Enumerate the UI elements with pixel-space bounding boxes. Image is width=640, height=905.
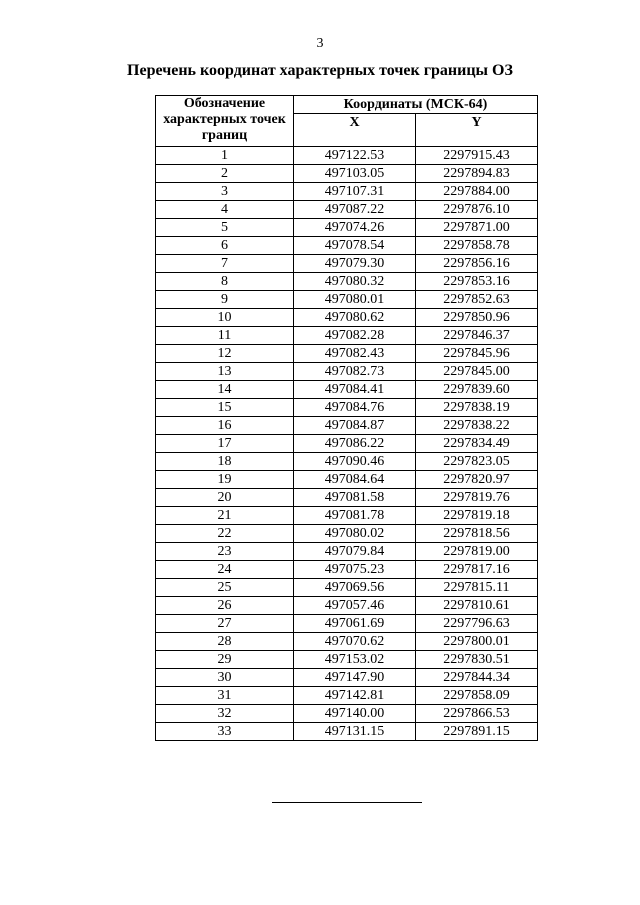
y-coordinate-cell: 2297818.56 bbox=[416, 525, 538, 543]
y-coordinate-cell: 2297817.16 bbox=[416, 561, 538, 579]
y-coordinate-cell: 2297852.63 bbox=[416, 291, 538, 309]
x-coordinate-cell: 497087.22 bbox=[294, 201, 416, 219]
column-header-coordinates: Координаты (МСК-64) bbox=[294, 96, 538, 114]
table-row bbox=[156, 237, 538, 255]
document-title: Перечень координат характерных точек границы ОЗ bbox=[127, 62, 513, 79]
table-row bbox=[156, 579, 538, 597]
coordinates-table-body bbox=[156, 147, 538, 741]
table-row bbox=[156, 489, 538, 507]
point-number-cell: 15 bbox=[156, 399, 294, 417]
y-coordinate-cell: 2297838.22 bbox=[416, 417, 538, 435]
point-number-cell: 21 bbox=[156, 507, 294, 525]
page-number: 3 bbox=[316, 36, 324, 51]
table-row bbox=[156, 669, 538, 687]
x-coordinate-cell: 497082.28 bbox=[294, 327, 416, 345]
y-coordinate-cell: 2297858.78 bbox=[416, 237, 538, 255]
x-coordinate-cell: 497107.31 bbox=[294, 183, 416, 201]
x-coordinate-cell: 497147.90 bbox=[294, 669, 416, 687]
table-row bbox=[156, 183, 538, 201]
point-number-cell: 6 bbox=[156, 237, 294, 255]
point-number-cell: 32 bbox=[156, 705, 294, 723]
table-row bbox=[156, 381, 538, 399]
point-number-cell: 27 bbox=[156, 615, 294, 633]
x-coordinate-cell: 497057.46 bbox=[294, 597, 416, 615]
point-number-cell: 28 bbox=[156, 633, 294, 651]
table-row bbox=[156, 705, 538, 723]
table-row bbox=[156, 633, 538, 651]
table-row bbox=[156, 453, 538, 471]
table-row bbox=[156, 723, 538, 741]
table-row bbox=[156, 201, 538, 219]
table-row bbox=[156, 363, 538, 381]
point-number-cell: 30 bbox=[156, 669, 294, 687]
x-coordinate-cell: 497084.87 bbox=[294, 417, 416, 435]
x-coordinate-cell: 497084.64 bbox=[294, 471, 416, 489]
column-header-y: Y bbox=[416, 114, 538, 147]
point-number-cell: 14 bbox=[156, 381, 294, 399]
table-header-row bbox=[156, 96, 538, 114]
table-row bbox=[156, 561, 538, 579]
table-row bbox=[156, 543, 538, 561]
point-number-cell: 23 bbox=[156, 543, 294, 561]
point-number-cell: 19 bbox=[156, 471, 294, 489]
x-coordinate-cell: 497103.05 bbox=[294, 165, 416, 183]
x-coordinate-cell: 497069.56 bbox=[294, 579, 416, 597]
x-coordinate-cell: 497079.30 bbox=[294, 255, 416, 273]
y-coordinate-cell: 2297810.61 bbox=[416, 597, 538, 615]
point-number-cell: 18 bbox=[156, 453, 294, 471]
x-coordinate-cell: 497074.26 bbox=[294, 219, 416, 237]
table-row bbox=[156, 291, 538, 309]
y-coordinate-cell: 2297884.00 bbox=[416, 183, 538, 201]
table-row bbox=[156, 435, 538, 453]
table-row bbox=[156, 597, 538, 615]
y-coordinate-cell: 2297850.96 bbox=[416, 309, 538, 327]
y-coordinate-cell: 2297838.19 bbox=[416, 399, 538, 417]
table-row bbox=[156, 399, 538, 417]
y-coordinate-cell: 2297823.05 bbox=[416, 453, 538, 471]
table-row bbox=[156, 471, 538, 489]
table-row bbox=[156, 219, 538, 237]
point-number-cell: 26 bbox=[156, 597, 294, 615]
point-number-cell: 5 bbox=[156, 219, 294, 237]
point-number-cell: 20 bbox=[156, 489, 294, 507]
x-coordinate-cell: 497081.58 bbox=[294, 489, 416, 507]
column-header-point-label: Обозначение характерных точек границ bbox=[156, 96, 294, 147]
table-row bbox=[156, 507, 538, 525]
table-row bbox=[156, 345, 538, 363]
table-row bbox=[156, 147, 538, 165]
table-row bbox=[156, 165, 538, 183]
point-number-cell: 33 bbox=[156, 723, 294, 741]
x-coordinate-cell: 497122.53 bbox=[294, 147, 416, 165]
point-number-cell: 12 bbox=[156, 345, 294, 363]
x-coordinate-cell: 497086.22 bbox=[294, 435, 416, 453]
x-coordinate-cell: 497080.32 bbox=[294, 273, 416, 291]
x-coordinate-cell: 497131.15 bbox=[294, 723, 416, 741]
table-row bbox=[156, 327, 538, 345]
y-coordinate-cell: 2297915.43 bbox=[416, 147, 538, 165]
x-coordinate-cell: 497078.54 bbox=[294, 237, 416, 255]
point-number-cell: 7 bbox=[156, 255, 294, 273]
table-row bbox=[156, 615, 538, 633]
y-coordinate-cell: 2297876.10 bbox=[416, 201, 538, 219]
y-coordinate-cell: 2297839.60 bbox=[416, 381, 538, 399]
y-coordinate-cell: 2297844.34 bbox=[416, 669, 538, 687]
point-number-cell: 31 bbox=[156, 687, 294, 705]
y-coordinate-cell: 2297891.15 bbox=[416, 723, 538, 741]
point-number-cell: 24 bbox=[156, 561, 294, 579]
y-coordinate-cell: 2297796.63 bbox=[416, 615, 538, 633]
x-coordinate-cell: 497070.62 bbox=[294, 633, 416, 651]
y-coordinate-cell: 2297858.09 bbox=[416, 687, 538, 705]
point-number-cell: 10 bbox=[156, 309, 294, 327]
point-number-cell: 29 bbox=[156, 651, 294, 669]
point-number-cell: 1 bbox=[156, 147, 294, 165]
x-coordinate-cell: 497084.76 bbox=[294, 399, 416, 417]
point-number-cell: 11 bbox=[156, 327, 294, 345]
x-coordinate-cell: 497080.01 bbox=[294, 291, 416, 309]
y-coordinate-cell: 2297819.18 bbox=[416, 507, 538, 525]
point-number-cell: 16 bbox=[156, 417, 294, 435]
x-coordinate-cell: 497142.81 bbox=[294, 687, 416, 705]
table-row bbox=[156, 273, 538, 291]
point-number-cell: 3 bbox=[156, 183, 294, 201]
coordinates-table bbox=[155, 95, 538, 741]
x-coordinate-cell: 497080.62 bbox=[294, 309, 416, 327]
y-coordinate-cell: 2297800.01 bbox=[416, 633, 538, 651]
y-coordinate-cell: 2297815.11 bbox=[416, 579, 538, 597]
point-number-cell: 17 bbox=[156, 435, 294, 453]
x-coordinate-cell: 497061.69 bbox=[294, 615, 416, 633]
y-coordinate-cell: 2297846.37 bbox=[416, 327, 538, 345]
point-number-cell: 25 bbox=[156, 579, 294, 597]
x-coordinate-cell: 497140.00 bbox=[294, 705, 416, 723]
column-header-x: X bbox=[294, 114, 416, 147]
y-coordinate-cell: 2297819.76 bbox=[416, 489, 538, 507]
y-coordinate-cell: 2297853.16 bbox=[416, 273, 538, 291]
y-coordinate-cell: 2297845.96 bbox=[416, 345, 538, 363]
x-coordinate-cell: 497084.41 bbox=[294, 381, 416, 399]
x-coordinate-cell: 497090.46 bbox=[294, 453, 416, 471]
table-row bbox=[156, 651, 538, 669]
table-row bbox=[156, 417, 538, 435]
point-number-cell: 2 bbox=[156, 165, 294, 183]
point-number-cell: 8 bbox=[156, 273, 294, 291]
x-coordinate-cell: 497153.02 bbox=[294, 651, 416, 669]
y-coordinate-cell: 2297820.97 bbox=[416, 471, 538, 489]
x-coordinate-cell: 497081.78 bbox=[294, 507, 416, 525]
x-coordinate-cell: 497075.23 bbox=[294, 561, 416, 579]
point-number-cell: 13 bbox=[156, 363, 294, 381]
x-coordinate-cell: 497082.43 bbox=[294, 345, 416, 363]
table-row bbox=[156, 309, 538, 327]
y-coordinate-cell: 2297819.00 bbox=[416, 543, 538, 561]
x-coordinate-cell: 497079.84 bbox=[294, 543, 416, 561]
y-coordinate-cell: 2297894.83 bbox=[416, 165, 538, 183]
y-coordinate-cell: 2297871.00 bbox=[416, 219, 538, 237]
x-coordinate-cell: 497080.02 bbox=[294, 525, 416, 543]
table-row bbox=[156, 255, 538, 273]
x-coordinate-cell: 497082.73 bbox=[294, 363, 416, 381]
point-number-cell: 9 bbox=[156, 291, 294, 309]
table-row bbox=[156, 525, 538, 543]
point-number-cell: 4 bbox=[156, 201, 294, 219]
y-coordinate-cell: 2297866.53 bbox=[416, 705, 538, 723]
y-coordinate-cell: 2297845.00 bbox=[416, 363, 538, 381]
table-row bbox=[156, 687, 538, 705]
point-number-cell: 22 bbox=[156, 525, 294, 543]
y-coordinate-cell: 2297830.51 bbox=[416, 651, 538, 669]
signature-line bbox=[272, 802, 422, 803]
y-coordinate-cell: 2297856.16 bbox=[416, 255, 538, 273]
y-coordinate-cell: 2297834.49 bbox=[416, 435, 538, 453]
